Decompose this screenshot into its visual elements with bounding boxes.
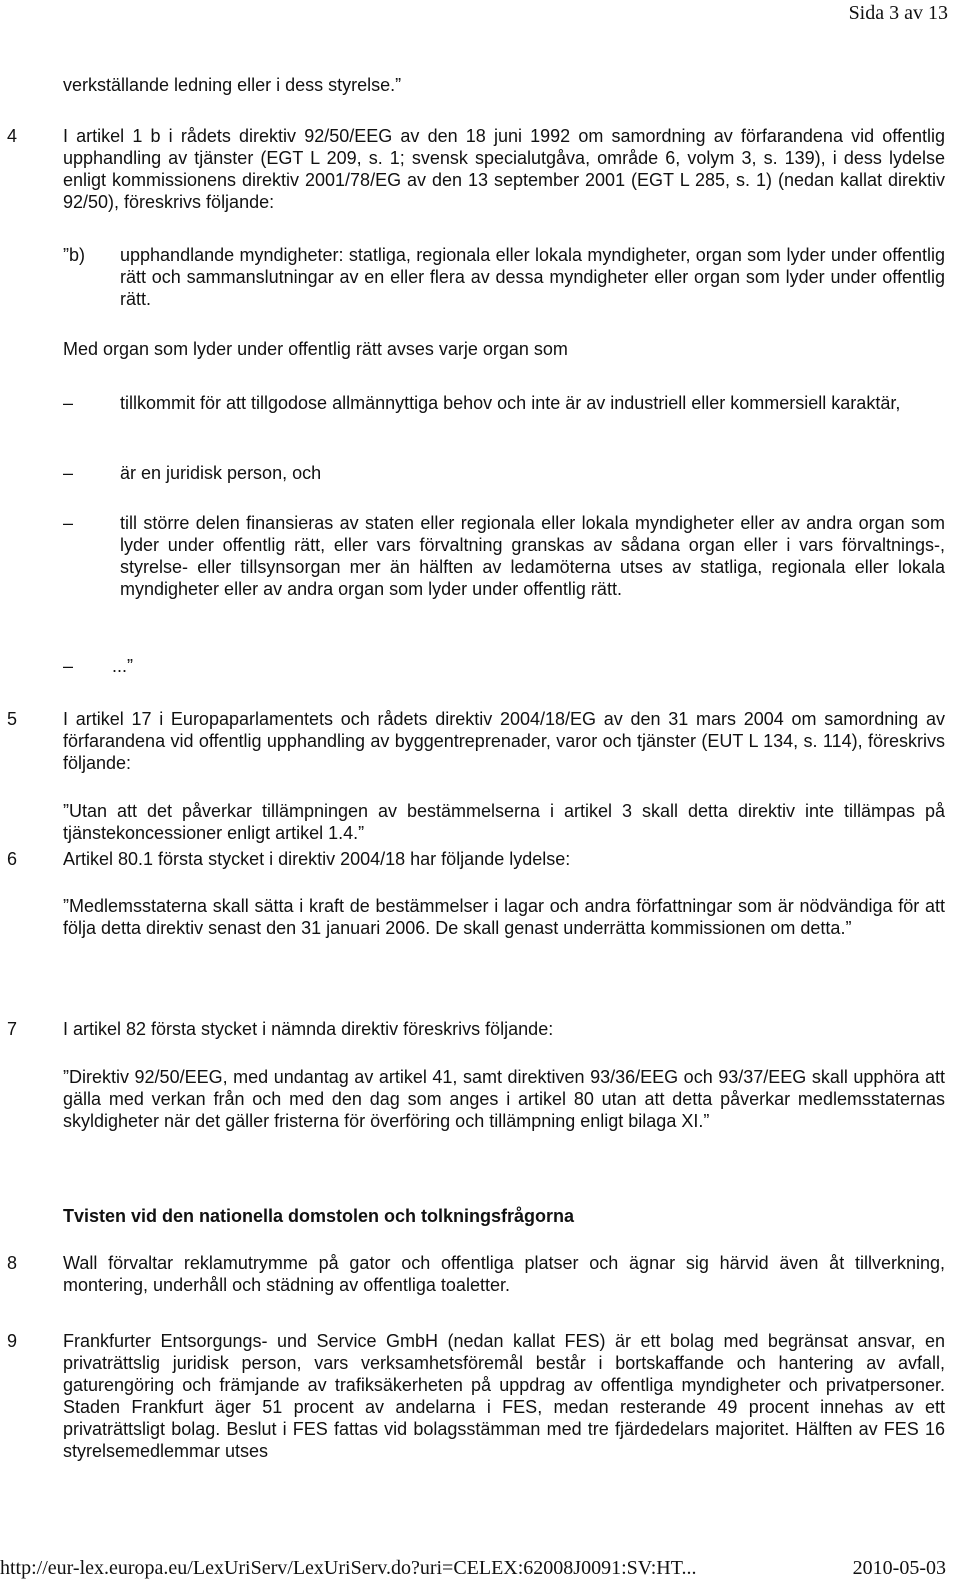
dash-item-4: ...”	[112, 656, 133, 676]
paragraph-number-7: 7	[7, 1019, 18, 1039]
paragraph-5: I artikel 17 i Europaparlamentets och rådets direktiv 2004/18/EG av den 31 mars 2004 om samordning av förfarandena vid offentlig upphandling av byggentreprenader, varor och tjänster (EUT L 134, s. 114), föreskrivs följande:	[63, 709, 945, 773]
dash-marker: –	[63, 513, 74, 533]
quote-5: ”Utan att det påverkar tillämpningen av bestämmelserna i artikel 3 skall detta direktiv inte tillämpas på tjänstekoncessioner enligt artikel 1.4.”	[63, 801, 945, 843]
dash-marker: –	[63, 393, 74, 413]
quote-label-b: ”b)	[63, 245, 85, 265]
paragraph-number-9: 9	[7, 1331, 18, 1351]
paragraph-number-6: 6	[7, 849, 18, 869]
dash-marker: –	[63, 656, 74, 676]
paragraph-6: Artikel 80.1 första stycket i direktiv 2004/18 har följande lydelse:	[63, 849, 571, 869]
paragraph-8: Wall förvaltar reklamutrymme på gator och offentliga platser och ägnar sig härvid även åt tillverkning, montering, underhåll och städning av offentliga toaletter.	[63, 1253, 945, 1295]
intro-line: verkställande ledning eller i dess styrelse.”	[63, 75, 402, 95]
dash-marker: –	[63, 463, 74, 483]
paragraph-number-4: 4	[7, 126, 18, 146]
paragraph-7: I artikel 82 första stycket i nämnda direktiv föreskrivs följande:	[63, 1019, 554, 1039]
dash-item-1: tillkommit för att tillgodose allmännyttiga behov och inte är av industriell eller kommersiell karaktär,	[120, 393, 901, 413]
footer-date: 2010-05-03	[852, 1557, 946, 1579]
quote-b-text: upphandlande myndigheter: statliga, regionala eller lokala myndigheter, organ som lyder under offentlig rätt och sammanslutningar av en eller flera av dessa myndigheter eller organ som lyder under offentlig rätt.	[120, 245, 945, 309]
dash-item-3: till större delen finansieras av staten eller regionala eller lokala myndigheter eller av andra organ som lyder under offentlig rätt, eller vars förvaltning granskas av sådana organ eller i vars förvaltnings-, styrelse- eller tillsynsorgan mer än hälften av ledamöterna utses av statliga, regionala eller lokala myndigheter eller av andra organ som lyder under offentlig rätt.	[120, 513, 945, 599]
dash-item-2: är en juridisk person, och	[120, 463, 322, 483]
paragraph-4: I artikel 1 b i rådets direktiv 92/50/EEG av den 18 juni 1992 om samordning av förfarandena vid offentlig upphandling av tjänster (EGT L 209, s. 1; svensk specialutgåva, område 6, volym 3, s. 139), i dess lydelse enligt kommissionens direktiv 2001/78/EG av den 13 september 2001 (EGT L 285, s. 1) (nedan kallat direktiv 92/50), föreskrivs följande:	[63, 126, 945, 212]
quote-6: ”Medlemsstaterna skall sätta i kraft de bestämmelser i lagar och andra författningar som är nödvändiga för att följa detta direktiv senast den 31 januari 2006. De skall genast underrätta kommissionen om detta.”	[63, 896, 945, 938]
page-number: Sida 3 av 13	[848, 2, 948, 24]
paragraph-number-5: 5	[7, 709, 18, 729]
paragraph-number-8: 8	[7, 1253, 18, 1273]
footer-url: http://eur-lex.europa.eu/LexUriServ/LexUriServ.do?uri=CELEX:62008J0091:SV:HT...	[0, 1557, 697, 1579]
sub-intro: Med organ som lyder under offentlig rätt avses varje organ som	[63, 339, 568, 359]
quote-7: ”Direktiv 92/50/EEG, med undantag av artikel 41, samt direktiven 93/36/EEG och 93/37/EEG skall upphöra att gälla med verkan från och med den dag som anges i artikel 80 utan att detta påverkar medlemsstaternas skyldigheter när det gäller fristerna för överföring och tillämpning enligt bilaga XI.”	[63, 1067, 945, 1131]
paragraph-9: Frankfurter Entsorgungs- und Service GmbH (nedan kallat FES) är ett bolag med begränsat ansvar, en privaträttslig juridisk person, vars verksamhetsföremål består i bortskaffande och hantering av avfall, gaturengöring och främjande av trafiksäkerheten på uppdrag av offentliga myndigheter och privatpersoner. Staden Frankfurt äger 51 procent av andelarna i FES, medan resterande 49 procent innehas av ett privaträttsligt bolag. Beslut i FES fattas vid bolagsstämman med tre fjärdedelars majoritet. Hälften av FES 16 styrelsemedlemmar utses	[63, 1331, 945, 1461]
section-heading: Tvisten vid den nationella domstolen och tolkningsfrågorna	[63, 1206, 575, 1226]
